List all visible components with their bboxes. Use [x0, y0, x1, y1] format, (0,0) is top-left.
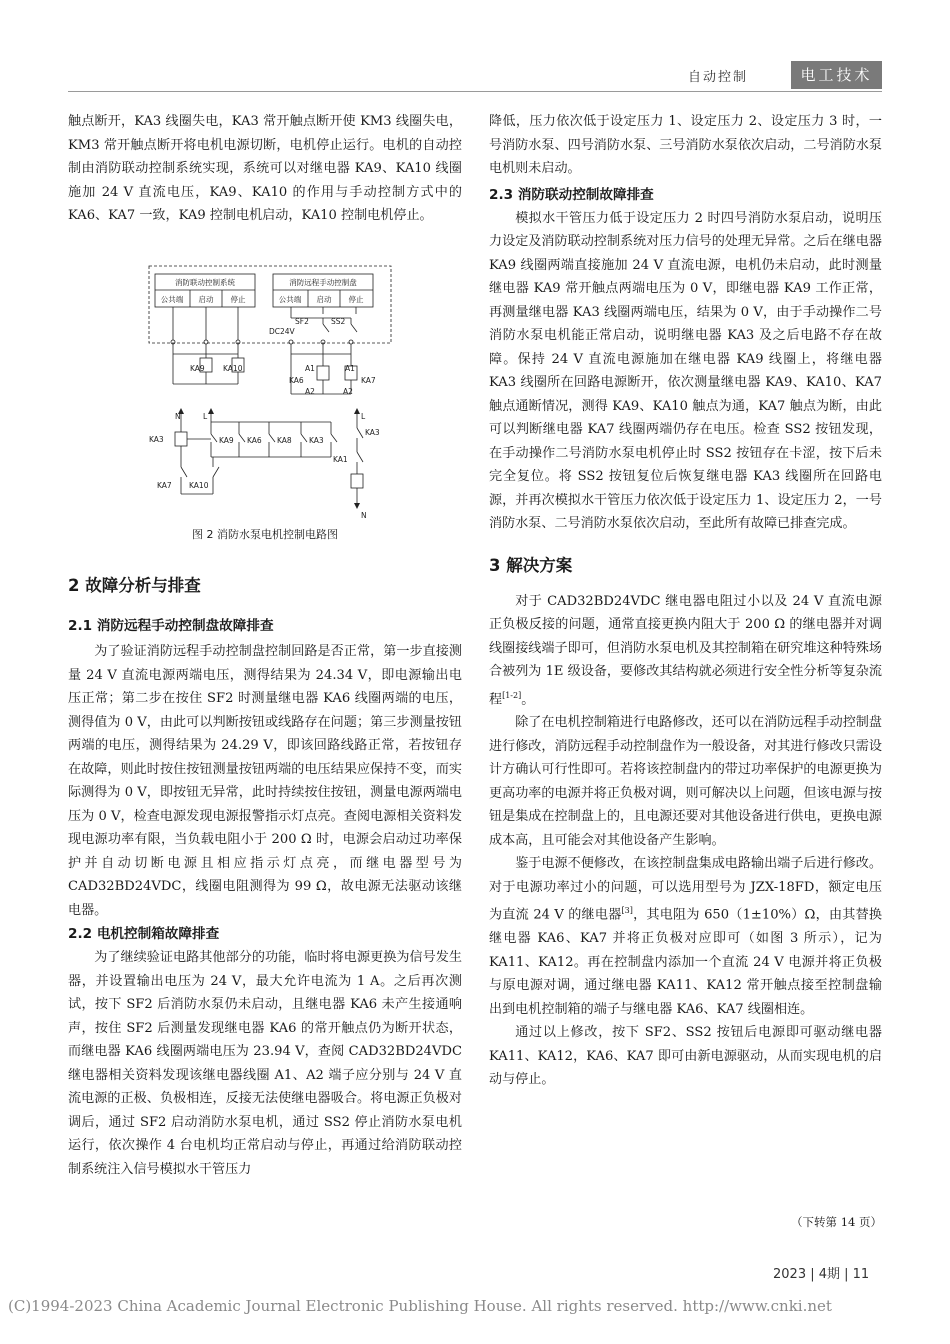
label-ka3-right: KA3	[365, 428, 380, 437]
section-2-title: 2 故障分析与排查	[68, 576, 201, 595]
label-ka9-contact: KA9	[219, 436, 234, 445]
box2-start: 启动	[316, 295, 332, 304]
label-dc24v: DC24V	[269, 327, 295, 336]
circuit-diagram	[145, 262, 395, 522]
section-2-1-paragraph: 为了验证消防远程手动控制盘控制回路是否正常，第一步直接测量 24 V 直流电源两端电压，测得结果为 24.34 V，即电源输出电压正常；第二步在按住 SF2 时测量继电器 KA6 线圈两端的电压，测得值为 0 V，由此可以判断按钮或线路存在问题；第三步测量按钮两端的电压，测得结果为 24.29 V，即该回路线路正常，若按钮存在故障，则此时按住按钮测量按钮两端的电压结果应保持不变，而实际测得为 0 V，即按钮无异常，此时持续按住按钮，测量电源两端电压为 0 V，检查电源发现电源报警指示灯点亮。查阅电源相关资料发现电源功率有限，当负载电阻小于 200 Ω 时，电源会启动过功率保护并自动切断电源且相应指示灯点亮，而继电器型号为 CAD32BD24VDC，线圈电阻测得为 99 Ω，故电源无法驱动该继电器。	[68, 644, 462, 918]
box2-title: 消防远程手动控制盘	[289, 278, 357, 287]
section-3-paragraph-2: 除了在电机控制箱进行电路修改，还可以在消防远程手动控制盘进行修改，消防远程手动控制盘作为一般设备，对其进行修改只需设计方确认可行性即可。若将该控制盘内的带过功率保护的电源更换为更高功率的电源并将正负极对调，则可解决以上问题，但该电源与按钮是集成在控制盘上的，且电源还要对其他设备进行供电，更换电源成本高，且可能会对其他设备产生影响。	[489, 715, 882, 848]
box1-title: 消防联动控制系统	[175, 278, 235, 287]
label-ka7-contact: KA7	[157, 481, 172, 490]
header-journal: 电工技术	[791, 61, 882, 89]
box2-common: 公共端	[278, 295, 302, 304]
label-ka10-contact: KA10	[189, 481, 209, 490]
label-ka6: KA6	[289, 376, 304, 385]
label-ss2: SS2	[331, 317, 346, 326]
label-l-left: L	[203, 412, 208, 421]
label-l-right: L	[361, 412, 366, 421]
label-sf2: SF2	[295, 317, 309, 326]
left-column-lower	[68, 572, 462, 1181]
label-ka1: KA1	[333, 455, 348, 464]
box1-common: 公共端	[160, 295, 184, 304]
label-n-bottom: N	[361, 511, 367, 520]
copyright-line: (C)1994-2023 China Academic Journal Electronic Publishing House. All rights reserved. http://www.cnki.net	[8, 1297, 832, 1315]
header-rule	[68, 91, 882, 92]
label-a1-left: A1	[305, 364, 315, 373]
label-a2-left: A2	[305, 387, 315, 396]
reference-1-2[interactable]: [1-2]	[502, 690, 522, 700]
paragraph-continued-right: 降低，压力依次低于设定压力 1、设定压力 2、设定压力 3 时，一号消防水泵、四号消防水泵、三号消防水泵依次启动，二号消防水泵电机则未启动。	[489, 114, 882, 176]
section-3-paragraph-4: 通过以上修改，按下 SF2、SS2 按钮后电源即可驱动继电器 KA11、KA12，KA6、KA7 即可由新电源驱动，从而实现电机的启动与停止。	[489, 1025, 882, 1088]
label-ka3-contact: KA3	[309, 436, 324, 445]
section-2-1-title: 2.1 消防远程手动控制盘故障排查	[68, 618, 274, 634]
label-n-top: N	[175, 412, 181, 421]
reference-3[interactable]: [3]	[621, 906, 633, 916]
header-section: 自动控制	[688, 70, 749, 85]
left-column	[68, 110, 462, 228]
label-ka7: KA7	[361, 376, 376, 385]
label-ka3-coil: KA3	[149, 435, 164, 444]
box1-stop: 停止	[230, 295, 246, 304]
label-a1-right: A1	[345, 364, 355, 373]
page-number: 2023 | 4期 | 11	[773, 1267, 870, 1282]
section-3-paragraph-3: 鉴于电源不便修改，在该控制盘集成电路输出端子后进行修改。对于电源功率过小的问题，可以选用型号为 JZX-18FD，额定电压为直流 24 V 的继电器[3]，其电阻为 650（1±10%）Ω，由其替换继电器 KA6、KA7 并将正负极对应即可（如图 3 所示），记为 KA11、KA12。再在控制盘内添加一个直流 24 V 电源并将正负极与原电源对调，通过继电器 KA11、KA12 常开触点接至控制盘输出到电机控制箱的端子与继电器 KA6、KA7 线圈相连。	[489, 856, 882, 1017]
section-2-3-title: 2.3 消防联动控制故障排查	[489, 186, 654, 203]
section-2-3-paragraph: 模拟水干管压力低于设定压力 2 时四号消防水泵启动，说明压力设定及消防联动控制系统对压力信号的处理无异常。之后在继电器 KA9 线圈两端直接施加 24 V 直流电源，电机仍未启动，此时测量继电器 KA9 常开触点两端电压为 0 V，即继电器 KA9 工作正常，再测量继电器 KA3 线圈两端电压，结果为 0 V，由于手动操作二号消防水泵电机能正常启动，说明继电器 KA3 及之后电路不存在故障。保持 24 V 直流电源施加在继电器 KA9 线圈上，将继电器 KA3 线圈所在回路电源断开，依次测量继电器 KA9、KA10、KA7 触点通断情况，测得 KA9、KA10 触点为通，KA7 触点为断，由此可以判断继电器 KA7 线圈两端仍存在电压。检查 SS2 按钮发现，在手动操作二号消防水泵电机停止时 SS2 按钮存在卡涩，按下后未完全复位。将 SS2 按钮复位后恢复继电器 KA3 线圈所在回路电源，并再次模拟水干管压力依次低于设定压力 1、设定压力 2，一号消防水泵、二号消防水泵依次启动，至此所有故障已排查完成。	[489, 210, 882, 531]
section-3-title: 3 解决方案	[489, 555, 573, 575]
section-3-paragraph-1: 对于 CAD32BD24VDC 继电器电阻过小以及 24 V 直流电源正负极反接的问题，通常直接更换内阻大于 200 Ω 的继电器并对调线圈接线端子即可，但消防水泵电机及其控制箱在研究堆这种特殊场合被列为 1E 级设备，要修改其结构就必须进行安全性分析等复杂流程[1-2]。	[489, 593, 882, 707]
label-ka8-contact: KA8	[277, 436, 292, 445]
section-2-2-paragraph: 为了继续验证电路其他部分的功能，临时将电源更换为信号发生器，并设置输出电压为 24 V，最大允许电流为 1 A。之后再次测试，按下 SF2 后消防水泵仍未启动，且继电器 KA6 未产生接通响声，按住 SF2 后测量发现继电器 KA6 的常开触点仍为断开状态，而继电器 KA6 线圈两端电压为 23.94 V，查阅 CAD32BD24VDC 继电器相关资料发现该继电器线圈 A1、A2 端子应分别与 24 V 直流电源的正极、负极相连，反接无法使继电器吸合。将电源正负极对调后，通过 SF2 启动消防水泵电机，通过 SS2 停止消防水泵电机运行，依次操作 4 台电机均正常启动与停止，再通过给消防联动控制系统注入信号模拟水干管压力	[68, 950, 462, 1177]
label-ka6-contact: KA6	[247, 436, 262, 445]
continued-note: （下转第 14 页）	[791, 1215, 882, 1229]
label-ka10: KA10	[223, 364, 243, 373]
right-column	[489, 110, 882, 1092]
box1-start: 启动	[198, 295, 214, 304]
figure-caption: 图 2 消防水泵电机控制电路图	[192, 528, 338, 541]
box2-stop: 停止	[348, 295, 364, 304]
section-2-2-title: 2.2 电机控制箱故障排查	[68, 926, 220, 942]
label-ka9: KA9	[190, 364, 205, 373]
paragraph-continued: 触点断开，KA3 线圈失电，KA3 常开触点断开使 KM3 线圈失电，KM3 常开触点断开将电机电源切断，电机停止运行。电机的自动控制由消防联动控制系统实现，系统可以对继电器 KA9、KA10 线圈施加 24 V 直流电压，KA9、KA10 的作用与手动控制方式中的 KA6、KA7 一致，KA9 控制电机启动，KA10 控制电机停止。	[68, 114, 462, 223]
label-a2-right: A2	[343, 387, 353, 396]
